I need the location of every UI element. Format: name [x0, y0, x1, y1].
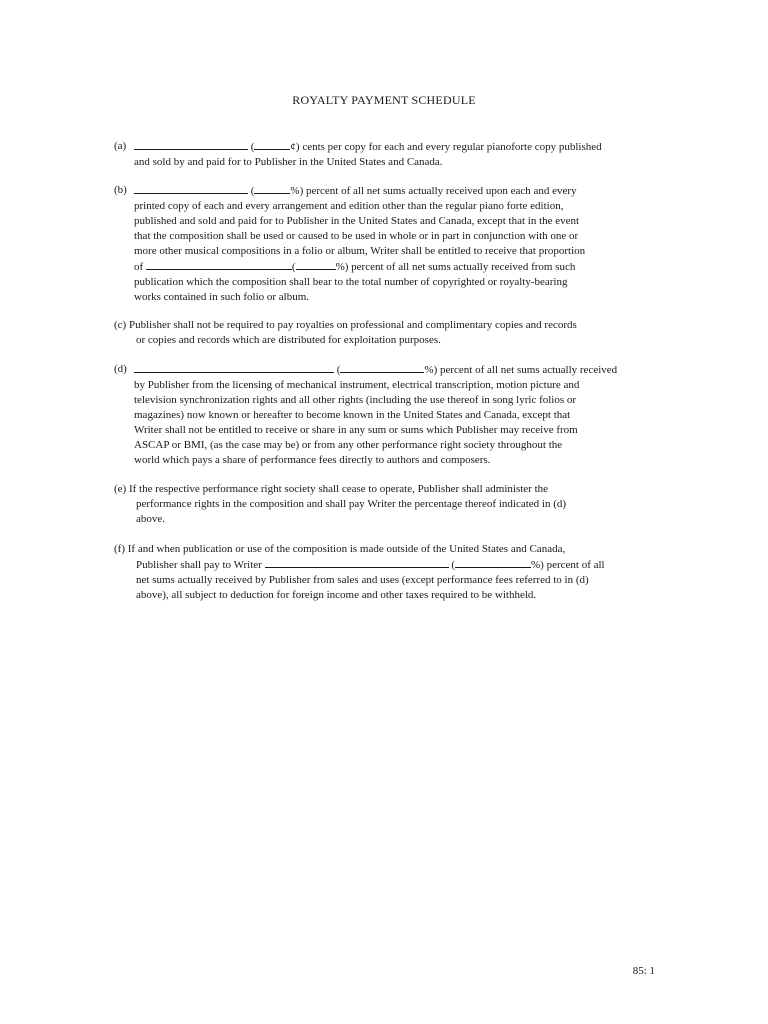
- document-title: ROYALTY PAYMENT SCHEDULE: [292, 93, 476, 107]
- blank-field[interactable]: [134, 362, 334, 373]
- blank-field[interactable]: [134, 183, 248, 194]
- clause-line: world which pays a share of performance fees directly to authors and composers.: [134, 454, 491, 466]
- blank-field[interactable]: [254, 139, 290, 150]
- clause-line: above), all subject to deduction for foreign income and other taxes required to be withheld.: [136, 589, 537, 601]
- clause-line: printed copy of each and every arrangement and edition other than the regular piano forte edition,: [134, 200, 564, 212]
- clause-line: ( %) percent of all net sums actually received: [134, 362, 659, 378]
- page-number: 85: 1: [632, 965, 655, 977]
- clause-marker: (e): [114, 483, 127, 495]
- blank-field[interactable]: [146, 259, 292, 270]
- clause-line: ( %) percent of all net sums actually received upon each and every: [134, 183, 659, 199]
- clause-line: that the composition shall be used or caused to be used in whole or in part in conjunction with one or: [134, 230, 579, 242]
- clause-line: above.: [136, 513, 166, 525]
- clause-line: Writer shall not be entitled to receive or share in any sum or sums which Publisher may receive from: [134, 424, 578, 436]
- blank-field[interactable]: [265, 557, 449, 568]
- clause-line: works contained in such folio or album.: [134, 291, 310, 303]
- clause-b: [114, 183, 659, 305]
- clause-line: Publisher shall not be required to pay royalties on professional and complimentary copies and records: [128, 319, 577, 331]
- clause-line: publication which the composition shall bear to the total number of copyrighted or royalty-bearing: [134, 276, 568, 288]
- clause-e: [114, 482, 659, 527]
- clause-line: by Publisher from the licensing of mechanical instrument, electrical transcription, motion picture and: [134, 379, 580, 391]
- clause-c: [114, 318, 659, 348]
- clause-line: more other musical compositions in a folio or album, Writer shall be entitled to receive that proportion: [134, 245, 586, 257]
- clause-line: television synchronization rights and all other rights (including the use thereof in song lyric folios or: [134, 394, 577, 406]
- clause-line: or copies and records which are distributed for exploitation purposes.: [136, 334, 441, 346]
- blank-field[interactable]: [254, 183, 290, 194]
- clause-line: magazines) now known or hereafter to become known in the United States and Canada, except that: [134, 409, 571, 421]
- blank-field[interactable]: [455, 557, 531, 568]
- clause-line: published and sold and paid for to Publisher in the United States and Canada, except that in the event: [134, 215, 580, 227]
- blank-field[interactable]: [296, 259, 336, 270]
- blank-field[interactable]: [340, 362, 424, 373]
- clause-line: Publisher shall pay to Writer ( %) percent of all: [136, 559, 605, 571]
- clause-line: If and when publication or use of the composition is made outside of the United States and Canada,: [127, 543, 566, 555]
- clause-line: and sold by and paid for to Publisher in the United States and Canada.: [134, 156, 443, 168]
- clause-marker: (f): [114, 543, 125, 555]
- clause-line: If the respective performance right society shall cease to operate, Publisher shall administer the: [128, 483, 549, 495]
- clause-line: net sums actually received by Publisher from sales and uses (except performance fees referred to in (d): [136, 574, 589, 586]
- blank-field[interactable]: [134, 139, 248, 150]
- clause-marker: (d): [114, 363, 127, 375]
- clause-marker: (c): [114, 319, 127, 331]
- clause-marker: (b): [114, 184, 127, 196]
- clause-marker: (a): [114, 140, 127, 152]
- clause-d: [114, 362, 659, 468]
- clause-line: ASCAP or BMI, (as the case may be) or from any other performance right society throughout the: [134, 439, 563, 451]
- clause-line: ( ¢) cents per copy for each and every regular pianoforte copy published: [134, 139, 659, 155]
- clause-line: performance rights in the composition and shall pay Writer the percentage thereof indicated in (d): [136, 498, 567, 510]
- clause-line: of ( %) percent of all net sums actually received from such: [134, 261, 576, 273]
- clause-f: [114, 542, 659, 603]
- clause-a: [114, 139, 659, 170]
